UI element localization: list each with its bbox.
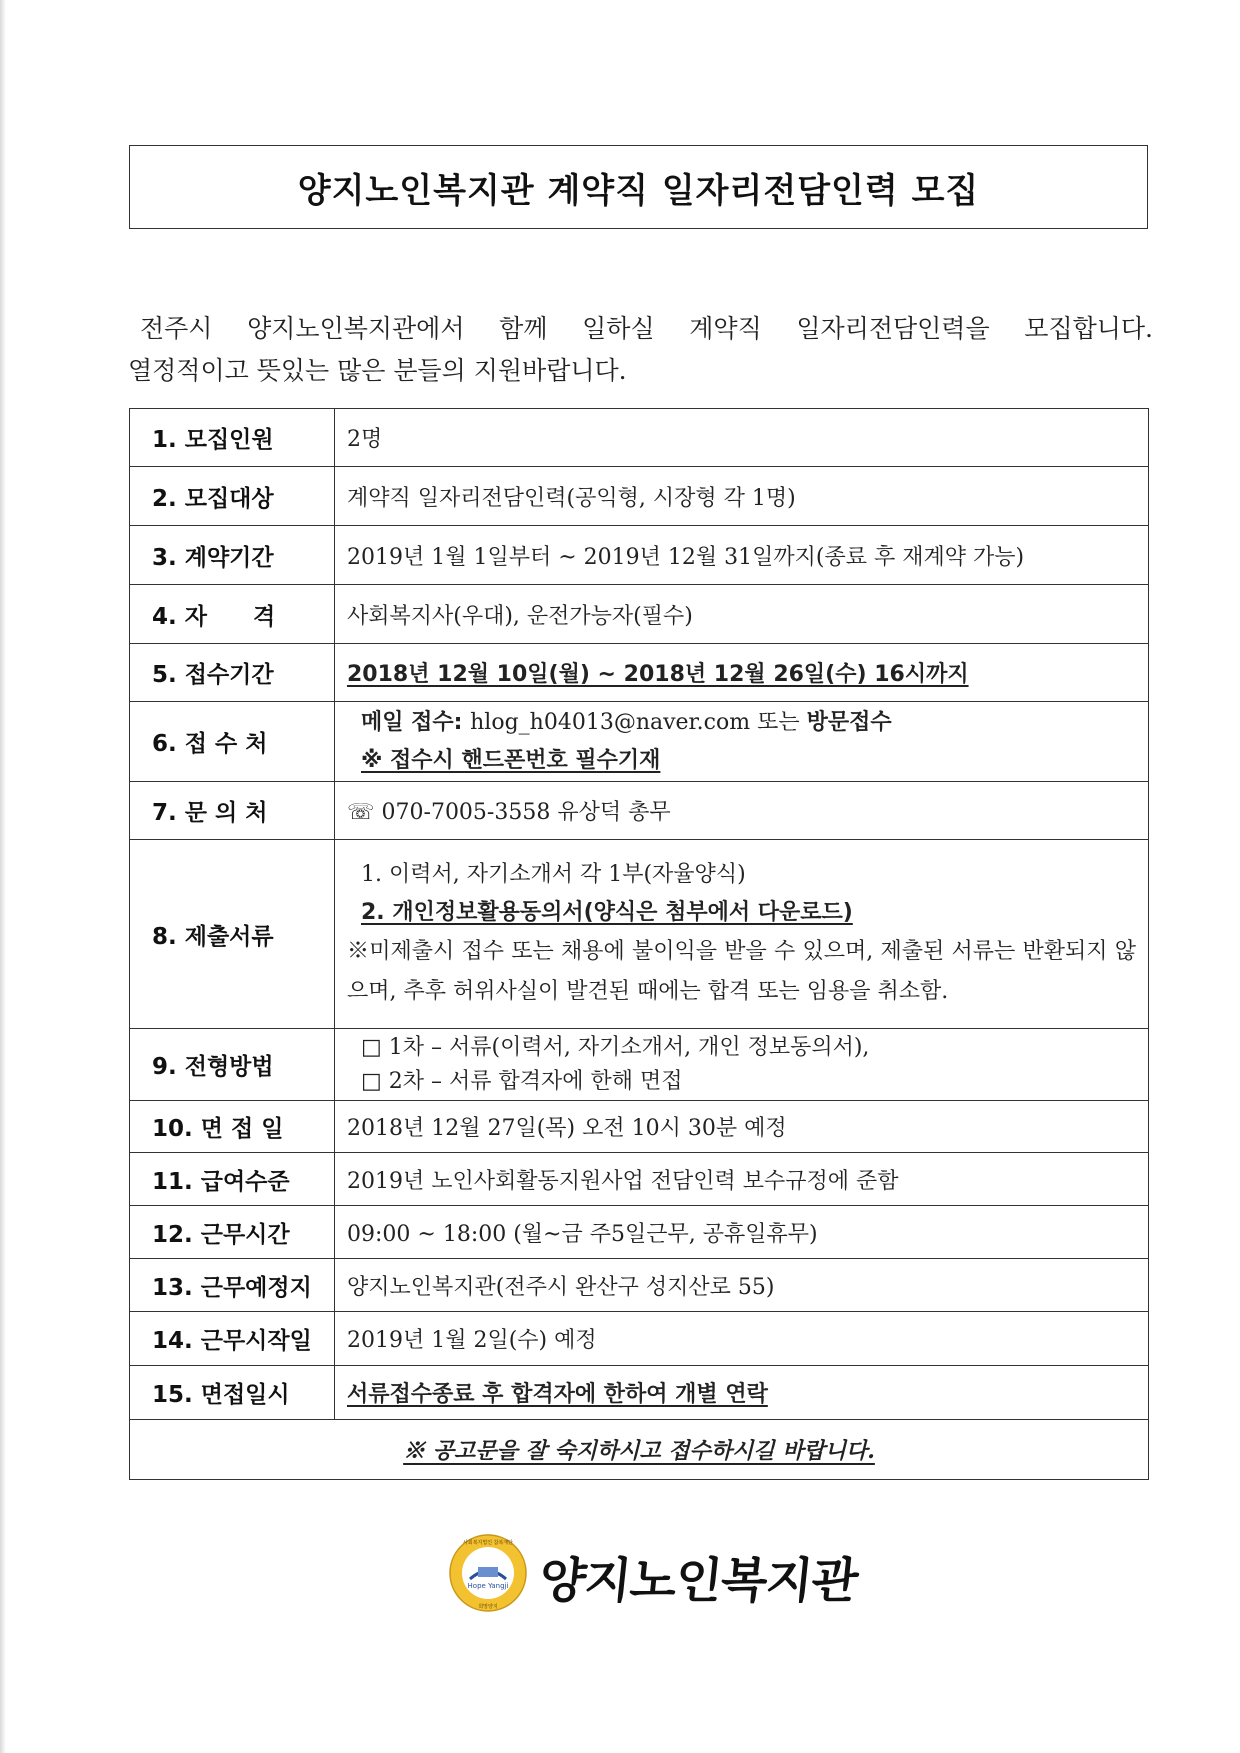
row-value xyxy=(335,702,1149,782)
phone-icon: ☏ xyxy=(347,800,375,825)
table-row xyxy=(130,1101,1149,1153)
logo-ring-bottom-text: 희망양지 xyxy=(478,1604,498,1610)
row-label: 4. 자 격 xyxy=(130,585,335,644)
table-row xyxy=(130,840,1149,1029)
row-value xyxy=(335,1029,1149,1101)
row-label: 7. 문 의 처 xyxy=(130,782,335,840)
document-item: 1. 이력서, 자기소개서 각 1부(자율양식) xyxy=(361,862,746,887)
intro-line-1: 전주시 양지노인복지관에서 함께 일하실 계약직 일자리전담인력을 모집합니다. xyxy=(140,314,1153,343)
selection-step: □ 1차 – 서류(이력서, 자기소개서, 개인 정보동의서), xyxy=(361,1034,870,1060)
table-row xyxy=(130,644,1149,702)
row-value xyxy=(335,840,1149,1029)
table-row xyxy=(130,467,1149,526)
document-item: 2. 개인정보활용동의서(양식은 첨부에서 다운로드) xyxy=(361,900,853,925)
logo-center-text: Hope Yangji xyxy=(467,1582,509,1590)
row-value: 2명 xyxy=(335,409,1149,467)
page-title: 양지노인복지관 계약직 일자리전담인력 모집 xyxy=(297,170,980,211)
table-row xyxy=(130,702,1149,782)
title-box xyxy=(129,145,1148,229)
row-label: 10. 면 접 일 xyxy=(130,1101,335,1153)
row-label: 9. 전형방법 xyxy=(130,1029,335,1101)
row-value: 사회복지사(우대), 운전가능자(필수) xyxy=(335,585,1149,644)
table-row xyxy=(130,526,1149,585)
contact-phone: 070-7005-3558 유상덕 총무 xyxy=(381,800,671,825)
row-value: 계약직 일자리전담인력(공익형, 시장형 각 1명) xyxy=(335,467,1149,526)
submission-line xyxy=(347,704,1136,742)
row-value xyxy=(335,1366,1149,1420)
row-value: 09:00 ~ 18:00 (월~금 주5일근무, 공휴일휴무) xyxy=(335,1206,1149,1259)
table-row xyxy=(130,585,1149,644)
row-value: 2019년 1월 1일부터 ~ 2019년 12월 31일까지(종료 후 재계약 가능) xyxy=(335,526,1149,585)
document-note: ※미제출시 접수 또는 채용에 불이익을 받을 수 있으며, 제출된 서류는 반환되지 않으며, 추후 허위사실이 발견된 때에는 합격 또는 임용을 취소함. xyxy=(347,939,1136,1004)
page-edge-shadow xyxy=(0,0,6,1753)
row-label: 6. 접 수 처 xyxy=(130,702,335,782)
row-value: 2018년 12월 27일(목) 오전 10시 30분 예정 xyxy=(335,1101,1149,1153)
or-text: 또는 xyxy=(750,709,807,735)
row-label: 2. 모집대상 xyxy=(130,467,335,526)
application-period: 2018년 12월 10일(월) ~ 2018년 12월 26일(수) 16시까지 xyxy=(347,662,969,687)
row-value: 양지노인복지관(전주시 완산구 성지산로 55) xyxy=(335,1259,1149,1312)
mail-prefix: 메일 접수: xyxy=(361,709,471,735)
row-label: 8. 제출서류 xyxy=(130,840,335,1029)
table-row xyxy=(130,782,1149,840)
row-value: 2019년 1월 2일(수) 예정 xyxy=(335,1312,1149,1366)
intro-paragraph xyxy=(128,308,1153,392)
selection-step: □ 2차 – 서류 합격자에 한해 면접 xyxy=(361,1068,683,1094)
table-row xyxy=(130,1153,1149,1206)
phone-required-note: ※ 접수시 핸드폰번호 필수기재 xyxy=(361,747,661,773)
table-row xyxy=(130,1259,1149,1312)
row-value xyxy=(335,782,1149,840)
email-address: hlog_h04013@naver.com xyxy=(470,709,751,735)
row-label: 15. 면접일시 xyxy=(130,1366,335,1420)
intro-line-2: 열정적이고 뜻있는 많은 분들의 지원바랍니다. xyxy=(128,356,627,385)
row-label: 5. 접수기간 xyxy=(130,644,335,702)
logo-ring-top-text: 사회복지법인 참복재단 xyxy=(463,1540,513,1546)
table-row xyxy=(130,409,1149,467)
recruitment-info-table xyxy=(129,408,1149,1480)
footer-note: ※ 공고문을 잘 숙지하시고 접수하시길 바랍니다. xyxy=(130,1420,1149,1480)
table-row xyxy=(130,1029,1149,1101)
interview-schedule: 서류접수종료 후 합격자에 한하여 개별 연락 xyxy=(347,1382,768,1407)
row-label: 1. 모집인원 xyxy=(130,409,335,467)
row-value: 2019년 노인사회활동지원사업 전담인력 보수규정에 준함 xyxy=(335,1153,1149,1206)
table-row xyxy=(130,1312,1149,1366)
table-row xyxy=(130,1366,1149,1420)
row-label: 13. 근무예정지 xyxy=(130,1259,335,1312)
table-row xyxy=(130,1206,1149,1259)
visit-submission: 방문접수 xyxy=(806,709,892,735)
row-label: 14. 근무시작일 xyxy=(130,1312,335,1366)
organization-name: 양지노인복지관 xyxy=(536,1553,861,1609)
row-value xyxy=(335,644,1149,702)
welfare-center-logo-icon xyxy=(448,1533,528,1613)
row-label: 3. 계약기간 xyxy=(130,526,335,585)
row-label: 11. 급여수준 xyxy=(130,1153,335,1206)
table-row xyxy=(130,1420,1149,1480)
row-label: 12. 근무시간 xyxy=(130,1206,335,1259)
